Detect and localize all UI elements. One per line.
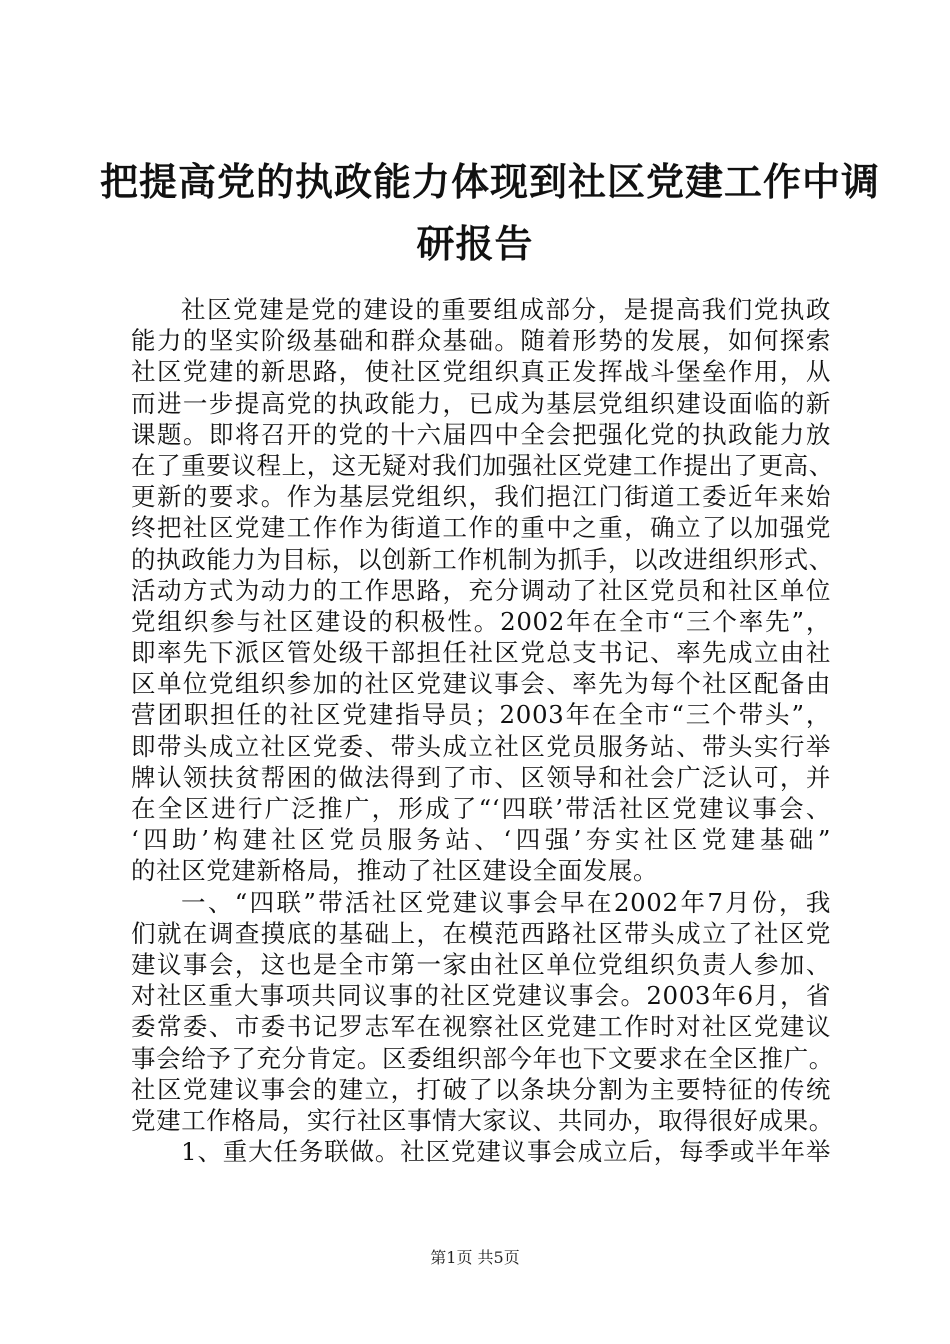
- document-title-line-2: 研报告: [416, 222, 534, 266]
- paragraph-line: 的社区党建新格局，推动了社区建设全面发展。: [131, 856, 659, 886]
- paragraph-line: 而进一步提高党的执政能力，已成为基层党组织建设面临的新: [131, 388, 831, 418]
- paragraph-line: 们就在调查摸底的基础上，在模范西路社区带头成立了社区党: [131, 918, 831, 948]
- paragraph-line: 对社区重大事项共同议事的社区党建议事会。2003年6月，省: [131, 981, 831, 1011]
- paragraph-line: 党建工作格局，实行社区事情大家议、共同办，取得很好成果。: [131, 1105, 834, 1135]
- document-body-continued: [131, 1136, 831, 1167]
- paragraph-line: 社区党建议事会的建立，打破了以条块分割为主要特征的传统: [131, 1074, 831, 1104]
- paragraph-line: 社区党建的新思路，使社区党组织真正发挥战斗堡垒作用，从: [131, 357, 831, 387]
- paragraph-line: 一、“四联”带活社区党建议事会早在2002年7月份，我: [181, 887, 831, 917]
- paragraph-line: 建议事会，这也是全市第一家由社区单位党组织负责人参加、: [131, 949, 831, 979]
- paragraph-line: 更新的要求。作为基层党组织，我们挹江门街道工委近年来始: [131, 482, 831, 512]
- paragraph-line: 即率先下派区管处级干部担任社区党总支书记、率先成立由社: [131, 638, 831, 668]
- paragraph-line: 在了重要议程上，这无疑对我们加强社区党建工作提出了更高、: [131, 450, 834, 480]
- paragraph-line: 活动方式为动力的工作思路，充分调动了社区党员和社区单位: [131, 575, 831, 605]
- paragraph-line: 的执政能力为目标，以创新工作机制为抓手，以改进组织形式、: [131, 544, 834, 574]
- paragraph-line: 委常委、市委书记罗志军在视察社区党建工作时对社区党建议: [131, 1012, 831, 1042]
- paragraph-line: 课题。即将召开的党的十六届四中全会把强化党的执政能力放: [131, 419, 831, 449]
- paragraph-line: ‘四助’构建社区党员服务站、‘四强’夯实社区党建基础”: [131, 825, 831, 855]
- paragraph-line: 在全区进行广泛推广，形成了“‘四联’带活社区党建议事会、: [131, 794, 831, 823]
- document-title-line-1: 把提高党的执政能力体现到社区党建工作中调: [100, 160, 881, 204]
- paragraph-line: 即带头成立社区党委、带头成立社区党员服务站、带头实行举: [131, 731, 831, 761]
- paragraph-line: 1、重大任务联做。社区党建议事会成立后，每季或半年举: [181, 1137, 831, 1166]
- paragraph-line: 事会给予了充分肯定。区委组织部今年也下文要求在全区推广。: [131, 1043, 834, 1073]
- paragraph-line: 社区党建是党的建设的重要组成部分，是提高我们党执政: [181, 295, 831, 324]
- paragraph-line: 党组织参与社区建设的积极性。2002年在全市“三个率先”，: [131, 606, 831, 636]
- paragraph-line: 能力的坚实阶级基础和群众基础。随着形势的发展，如何探索: [131, 326, 831, 356]
- paragraph-line: 终把社区党建工作作为街道工作的重中之重，确立了以加强党: [131, 513, 831, 543]
- page-footer: 第1页 共5页: [430, 1248, 520, 1267]
- paragraph-line: 营团职担任的社区党建指导员；2003年在全市“三个带头”，: [131, 700, 831, 730]
- paragraph-line: 牌认领扶贫帮困的做法得到了市、区领导和社会广泛认可，并: [131, 762, 831, 792]
- document-body: [131, 294, 834, 1136]
- paragraph-line: 区单位党组织参加的社区党建议事会、率先为每个社区配备由: [131, 669, 831, 699]
